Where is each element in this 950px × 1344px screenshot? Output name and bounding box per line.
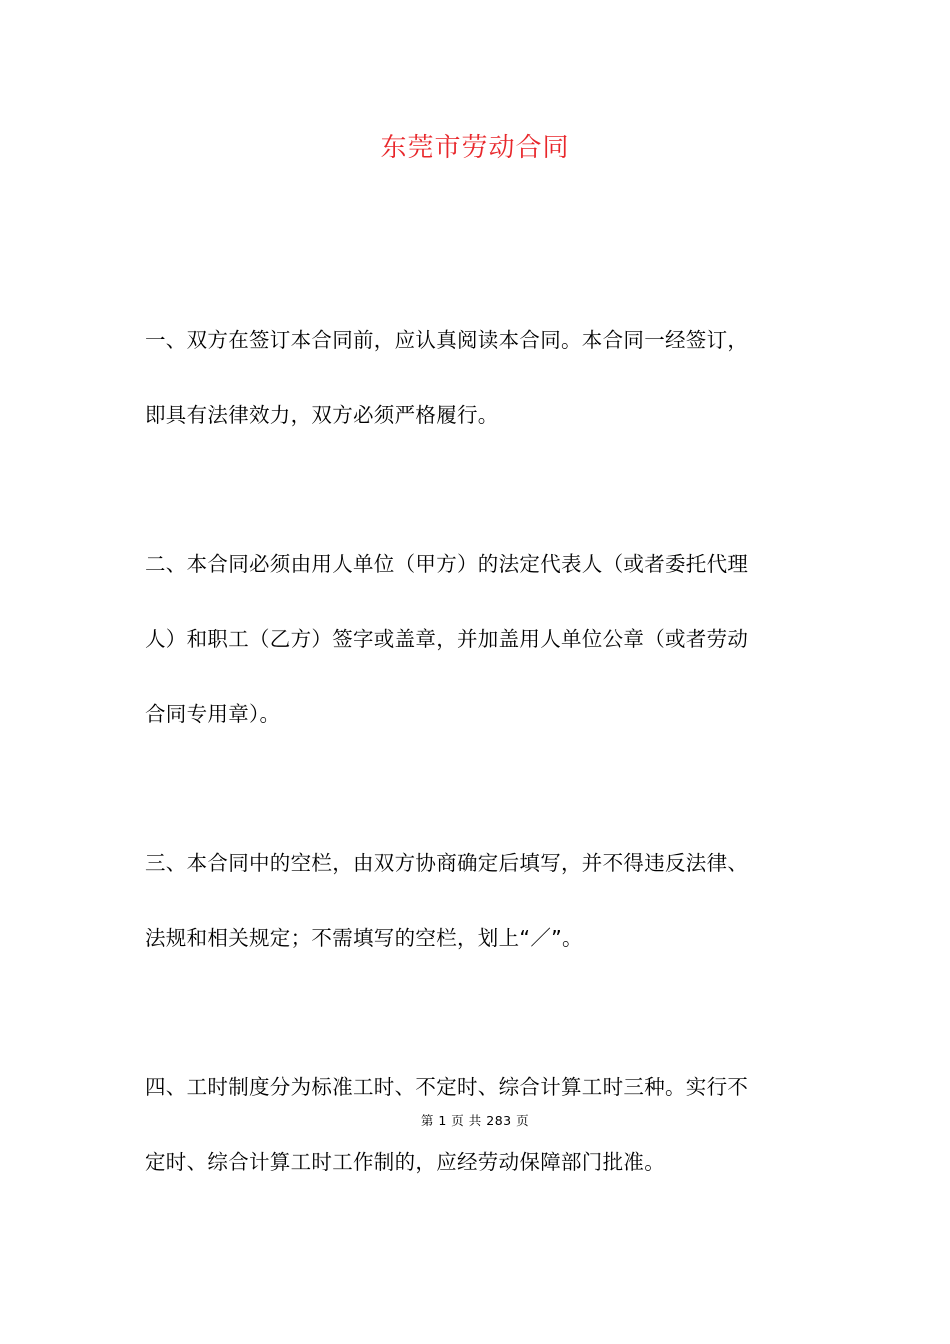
paragraph-line: 一、双方在签订本合同前，应认真阅读本合同。本合同一经签订， [145,328,749,352]
page-number-footer: 第 1 页 共 283 页 [420,1113,530,1128]
paragraph-line: 即具有法律效力，双方必须严格履行。 [145,403,499,427]
paragraph-line: 人）和职工（乙方）签字或盖章，并加盖用人单位公章（或者劳动 [145,627,749,651]
paragraph-line: 二、本合同必须由用人单位（甲方）的法定代表人（或者委托代理 [145,552,749,576]
paragraph-line: 四、工时制度分为标准工时、不定时、综合计算工时三种。实行不 [145,1075,749,1099]
paragraph-line: 合同专用章）。 [145,702,281,726]
document-title: 东莞市劳动合同 [380,133,570,163]
paragraph-line: 法规和相关规定；不需填写的空栏，划上“／”。 [145,926,583,950]
paragraph-line: 三、本合同中的空栏，由双方协商确定后填写，并不得违反法律、 [145,851,749,875]
paragraph-line: 定时、综合计算工时工作制的，应经劳动保障部门批准。 [145,1150,665,1174]
